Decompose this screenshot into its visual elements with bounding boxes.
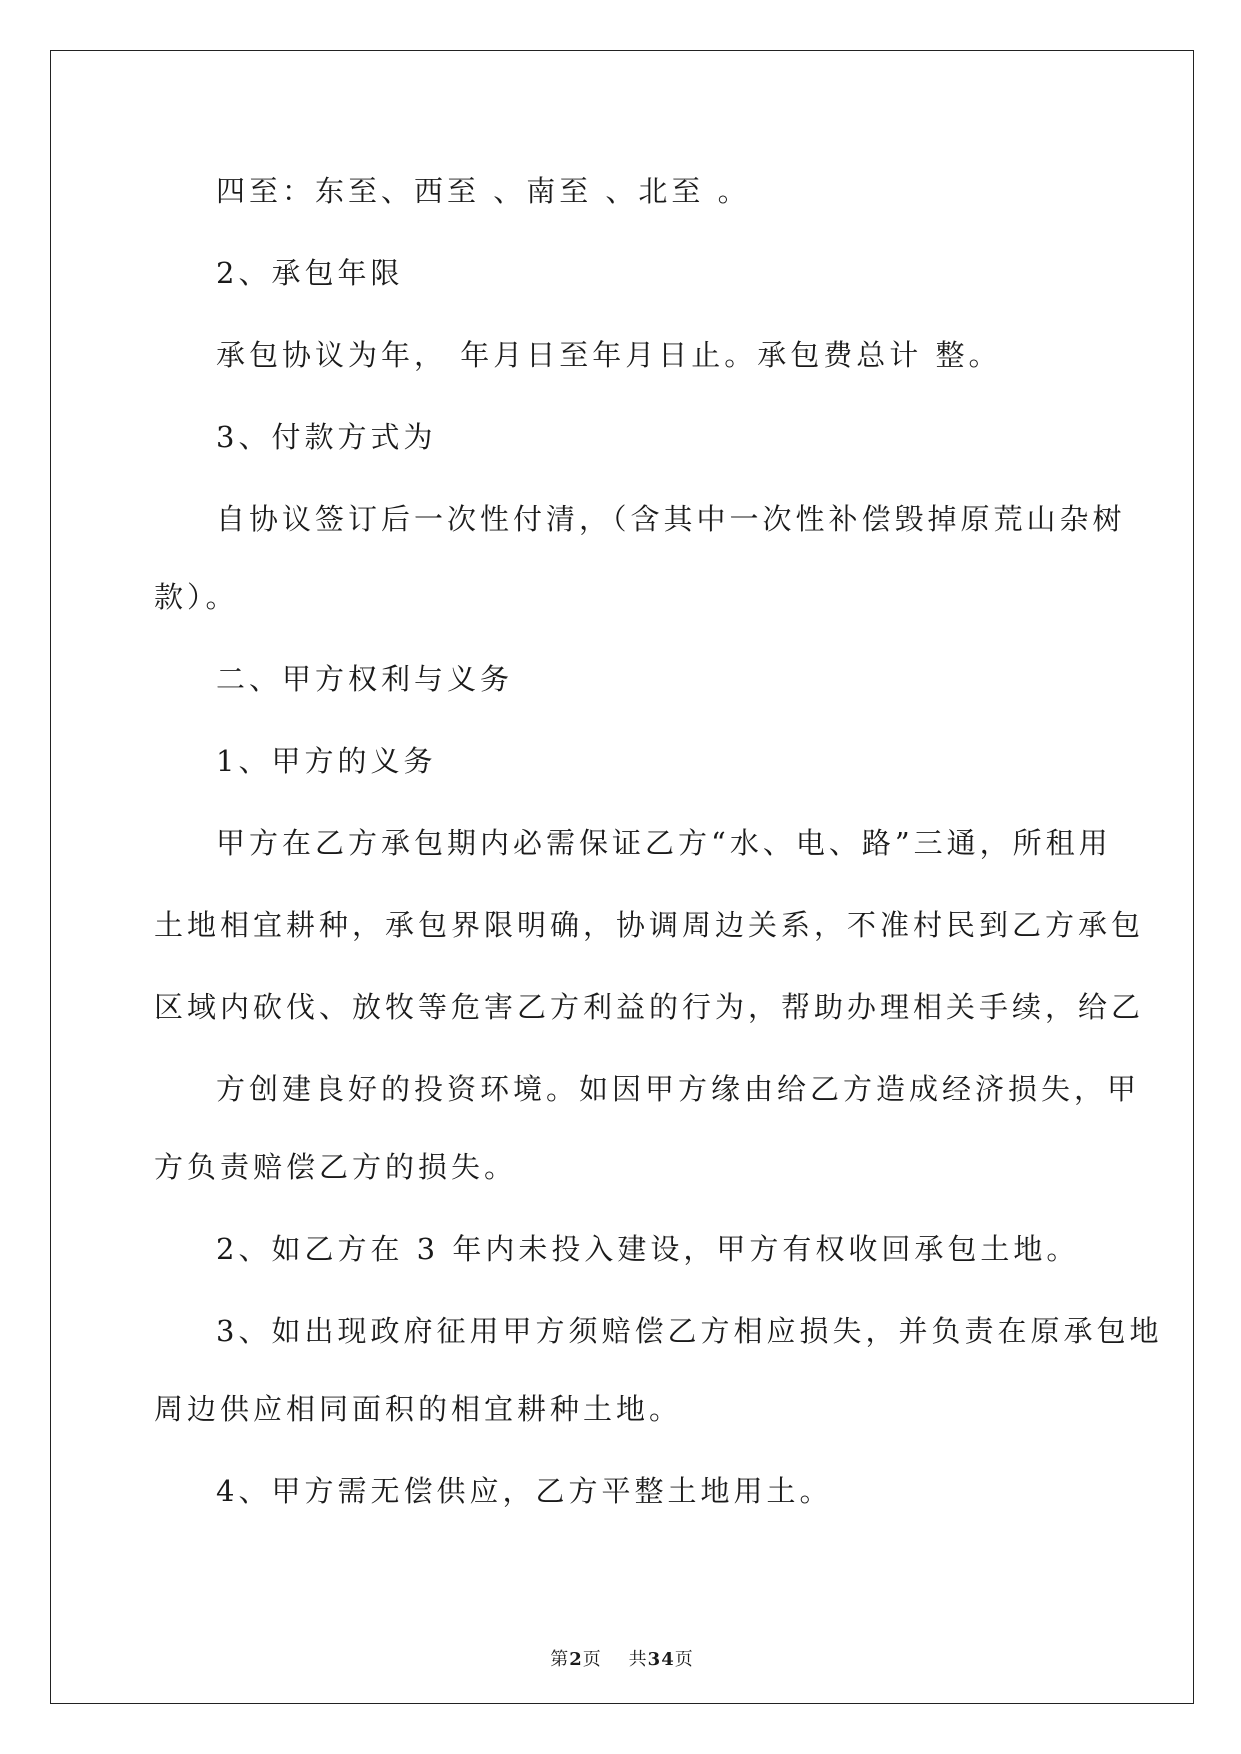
- page-total: 34: [647, 1649, 675, 1670]
- subsection-heading: 1、甲方的义务: [216, 744, 437, 778]
- text-line: 土地相宜耕种，承包界限明确，协调周边关系，不准村民到乙方承包: [154, 908, 1145, 942]
- page-frame: [50, 50, 1194, 1704]
- text-line: 周边供应相同面积的相宜耕种土地。: [154, 1392, 683, 1426]
- text-line: 3、如出现政府征用甲方须赔偿乙方相应损失，并负责在原承包地: [216, 1314, 1163, 1348]
- text-line: 区域内砍伐、放牧等危害乙方利益的行为，帮助办理相关手续，给乙: [154, 990, 1145, 1024]
- text-line: 方负责赔偿乙方的损失。: [154, 1150, 518, 1184]
- total-suffix: 页: [674, 1649, 694, 1670]
- text-line: 甲方在乙方承包期内必需保证乙方“水、电、路”三通，所租用: [216, 826, 1112, 860]
- page-current: 2: [569, 1649, 583, 1670]
- text-line: 4、甲方需无偿供应，乙方平整土地用土。: [216, 1474, 833, 1508]
- text-line: 款）。: [154, 580, 239, 614]
- text-line: 3、付款方式为: [216, 420, 437, 454]
- page-prefix: 第: [550, 1649, 570, 1670]
- text-line: 方创建良好的投资环境。如因甲方缘由给乙方造成经济损失，甲: [216, 1072, 1141, 1106]
- total-prefix: 共: [628, 1649, 648, 1670]
- text-line: 四至：东至、西至 、南至 、北至 。: [216, 174, 751, 208]
- text-line: 承包协议为年， 年月日至年月日止。承包费总计 整。: [216, 338, 1002, 372]
- text-line: 2、如乙方在 3 年内未投入建设，甲方有权收回承包土地。: [216, 1232, 1080, 1266]
- page-footer: [51, 1645, 1193, 1671]
- text-line: 2、承包年限: [216, 256, 404, 290]
- page-suffix: 页: [582, 1649, 602, 1670]
- text-line: 自协议签订后一次性付清，（含其中一次性补偿毁掉原荒山杂树: [216, 502, 1126, 536]
- section-heading: 二、甲方权利与义务: [216, 662, 514, 696]
